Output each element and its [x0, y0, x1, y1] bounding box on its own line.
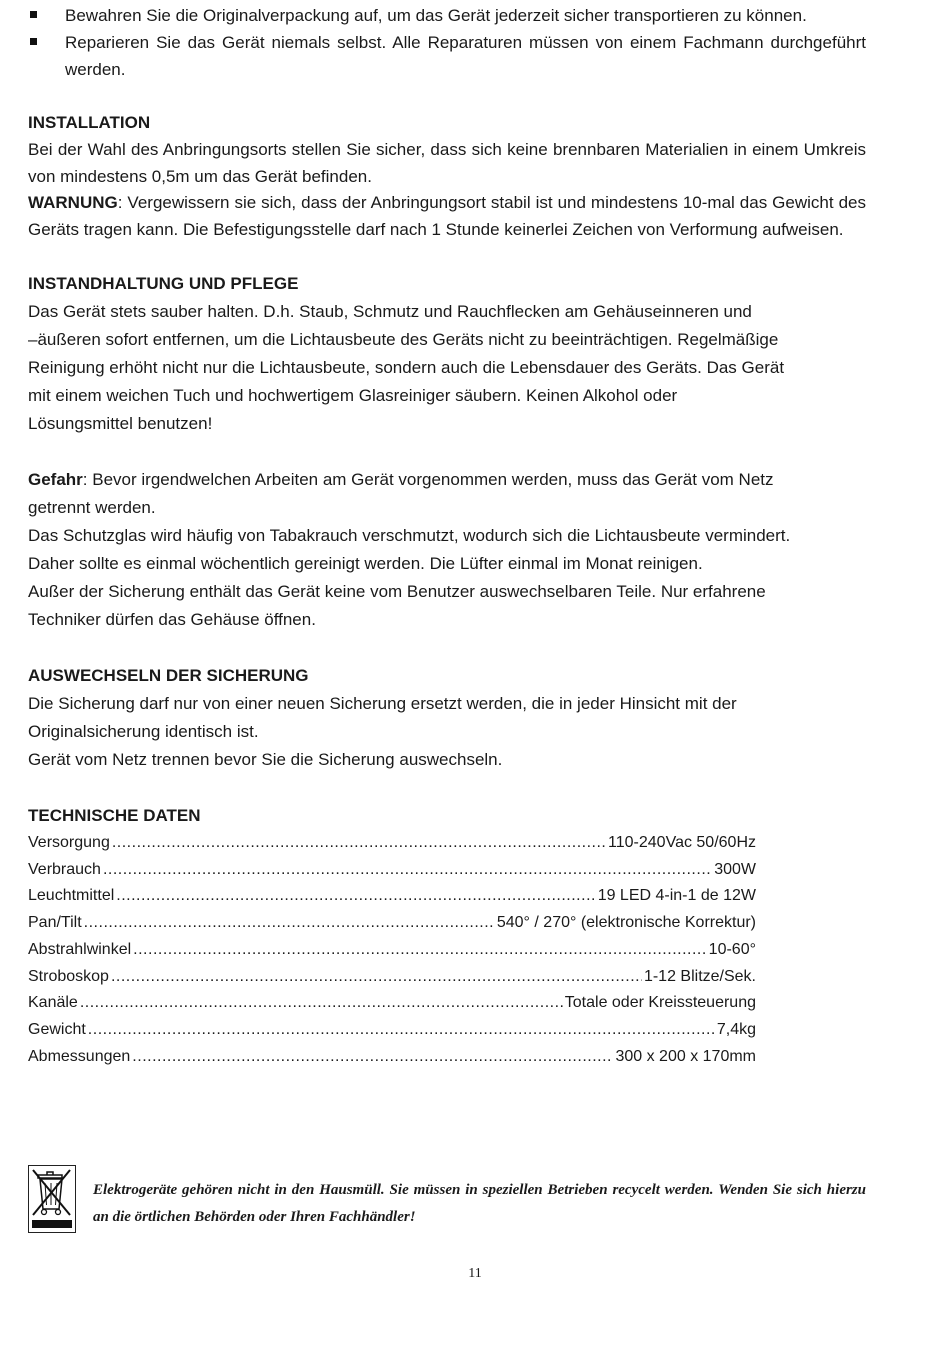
bullet-item	[28, 2, 866, 29]
leader-dots	[132, 1044, 613, 1071]
spec-label: Abmessungen	[28, 1047, 131, 1065]
maintenance-line: –äußeren sofort entfernen, um die Lichtausbeute des Geräts nicht zu beeinträchtigen. Regelmäßige	[28, 330, 779, 349]
spec-row	[28, 910, 756, 937]
danger-label: Gefahr	[28, 470, 83, 489]
spec-row	[28, 857, 756, 884]
bullet-text: Bewahren Sie die Originalverpackung auf, um das Gerät jederzeit sicher transportieren zu können.	[65, 6, 807, 25]
spec-row	[28, 1044, 756, 1071]
installation-section	[28, 109, 866, 243]
danger-line: getrennt werden.	[28, 498, 156, 517]
spec-label: Stroboskop	[28, 967, 109, 985]
installation-heading: INSTALLATION	[28, 113, 151, 132]
weee-crossed-bin-icon	[28, 1165, 76, 1233]
leader-dots	[88, 1017, 715, 1044]
fuse-heading: AUSWECHSELN DER SICHERUNG	[28, 666, 309, 685]
maintenance-heading: INSTANDHALTUNG UND PFLEGE	[28, 274, 299, 293]
leader-dots	[112, 830, 606, 857]
spec-value: 300W	[714, 860, 756, 878]
spec-row	[28, 883, 756, 910]
specs-heading: TECHNISCHE DATEN	[28, 806, 201, 825]
spec-label: Gewicht	[28, 1020, 86, 1038]
spec-label: Leuchtmittel	[28, 887, 115, 905]
spec-value: 10-60°	[708, 940, 756, 958]
parts-line: Techniker dürfen das Gehäuse öffnen.	[28, 610, 316, 629]
spec-label: Abstrahlwinkel	[28, 940, 132, 958]
page-number: 11	[468, 1266, 482, 1281]
maintenance-line: Lösungsmittel benutzen!	[28, 414, 213, 433]
fuse-line: Gerät vom Netz trennen bevor Sie die Sicherung auswechseln.	[28, 750, 503, 769]
glass-line: Das Schutzglas wird häufig von Tabakrauch verschmutzt, wodurch sich die Lichtausbeute vermindert.	[28, 526, 791, 545]
danger-text: : Bevor irgendwelchen Arbeiten am Gerät vorgenommen werden, muss das Gerät vom Netz	[82, 470, 774, 489]
installation-warning	[28, 190, 866, 243]
leader-dots	[84, 910, 495, 937]
spec-value: 110-240Vac 50/60Hz	[608, 834, 756, 851]
installation-text: Bei der Wahl des Anbringungsorts stellen Sie sicher, dass sich keine brennbaren Materialien in einem Umkreis von mindestens 0,5m um das Gerät befinden.	[28, 140, 866, 186]
bullet-text: Reparieren Sie das Gerät niemals selbst. Alle Reparaturen müssen von einem Fachmann durchgeführt werden.	[65, 33, 866, 79]
bullet-item	[28, 29, 866, 83]
warning-label: WARNUNG	[28, 193, 118, 212]
leader-dots	[133, 937, 707, 964]
bullet-list	[28, 2, 866, 83]
spec-value: Totale oder Kreissteuerung	[564, 994, 756, 1012]
fuse-line: Originalsicherung identisch ist.	[28, 722, 259, 741]
spec-value: 1-12 Blitze/Sek.	[643, 967, 756, 985]
leader-dots	[103, 857, 712, 884]
spec-row	[28, 937, 756, 964]
disposal-notice	[28, 1165, 866, 1235]
glass-line: Daher sollte es einmal wöchentlich gereinigt werden. Die Lüfter einmal im Monat reinigen.	[28, 554, 703, 573]
leader-dots	[116, 883, 595, 910]
square-bullet-icon	[30, 38, 37, 45]
specs-section	[28, 802, 866, 1070]
spec-value: 540° / 270° (elektronische Korrektur)	[496, 914, 756, 932]
fuse-line: Die Sicherung darf nur von einer neuen Sicherung ersetzt werden, die in jeder Hinsicht mit der	[28, 694, 737, 713]
spec-row	[28, 830, 756, 857]
spec-value: 7,4kg	[716, 1020, 756, 1038]
warning-text: : Vergewissern sie sich, dass der Anbringungsort stabil ist und mindestens 10-mal das Gewicht des Geräts tragen kann. Die Befestigungsstelle darf nach 1 Stunde keinerlei Zeichen von Verformung aufweisen.	[28, 193, 866, 239]
spec-value: 300 x 200 x 170mm	[615, 1047, 756, 1065]
parts-line: Außer der Sicherung enthält das Gerät keine vom Benutzer auswechselbaren Teile. Nur erfahrene	[28, 582, 766, 601]
spec-value: 19 LED 4-in-1 de 12W	[597, 887, 756, 905]
specs-table	[28, 830, 756, 1070]
maintenance-section	[28, 270, 866, 634]
spec-label: Kanäle	[28, 994, 78, 1012]
maintenance-line: Reinigung erhöht nicht nur die Lichtausbeute, sondern auch die Lebensdauer des Geräts. Das Gerät	[28, 358, 785, 377]
maintenance-line: mit einem weichen Tuch und hochwertigem Glasreiniger säubern. Keinen Alkohol oder	[28, 386, 678, 405]
spec-row	[28, 990, 756, 1017]
spec-label: Versorgung	[28, 834, 110, 851]
leader-dots	[111, 964, 642, 991]
square-bullet-icon	[30, 11, 37, 18]
spec-label: Verbrauch	[28, 860, 101, 878]
spec-row	[28, 964, 756, 991]
spec-label: Pan/Tilt	[28, 914, 82, 932]
fuse-section	[28, 662, 866, 774]
document-page	[28, 0, 866, 1070]
leader-dots	[80, 990, 563, 1017]
disposal-notice-text: Elektrogeräte gehören nicht in den Hausmüll. Sie müssen in speziellen Betrieben recycelt werden. Wenden Sie sich hierzu an die örtlichen Behörden oder Ihren Fachhändler!	[93, 1182, 866, 1225]
maintenance-line: Das Gerät stets sauber halten. D.h. Staub, Schmutz und Rauchflecken am Gehäuseinneren und	[28, 302, 752, 321]
danger-line	[28, 466, 866, 494]
spec-row	[28, 1017, 756, 1044]
